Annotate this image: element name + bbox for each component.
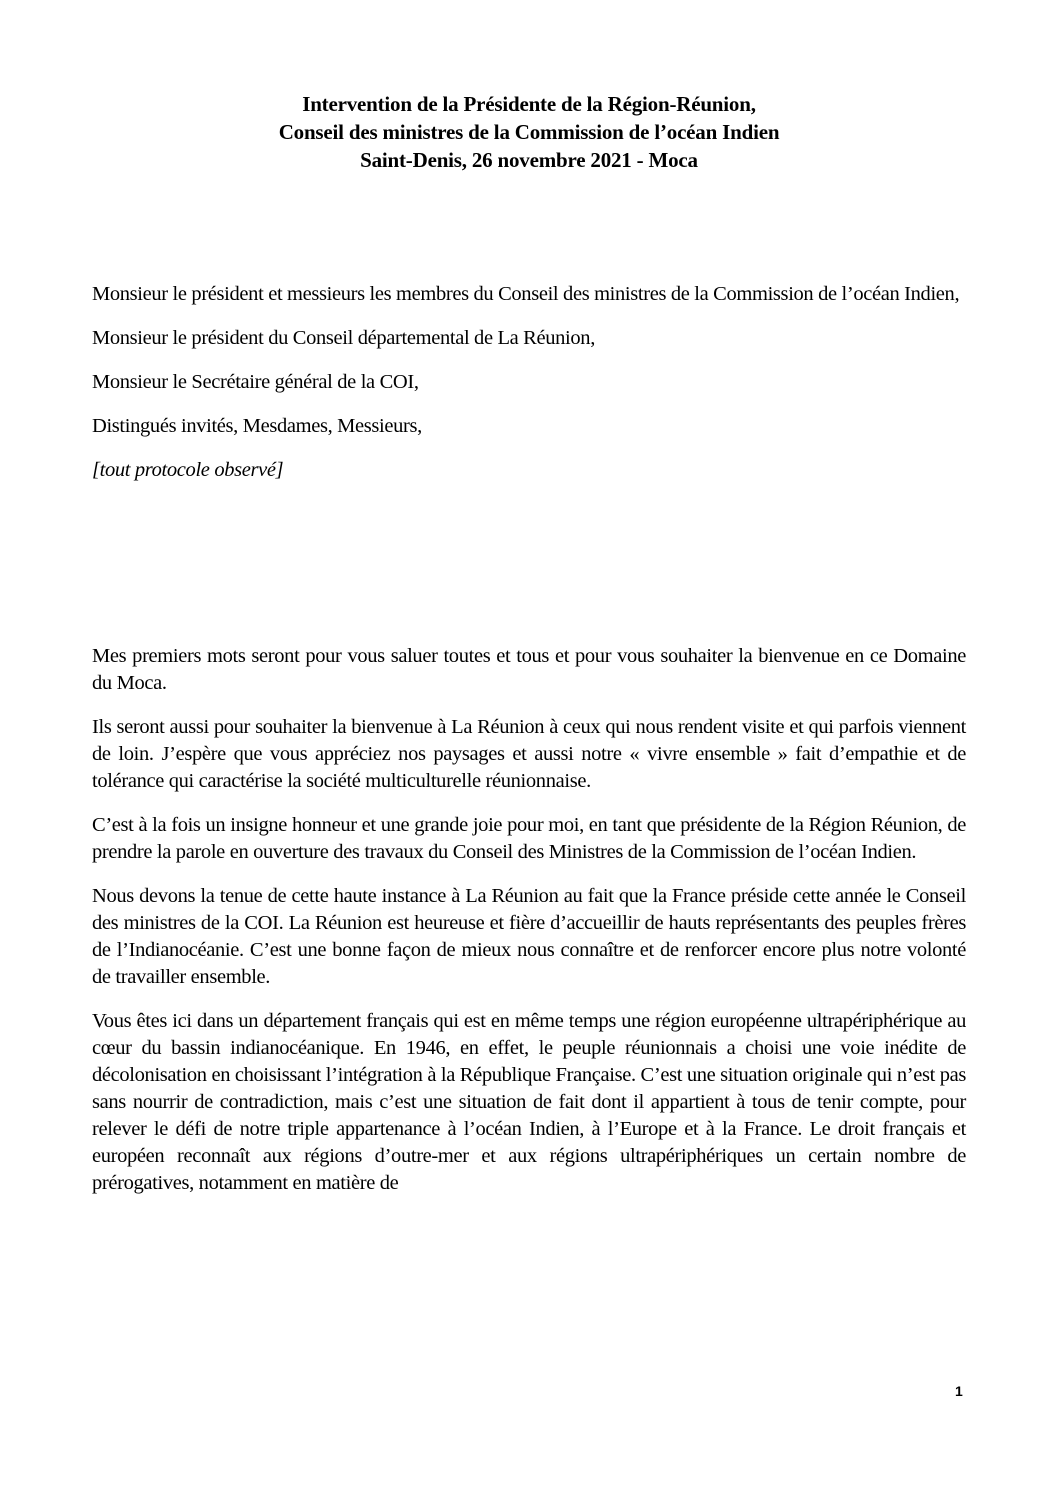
speech-body (92, 643, 966, 1214)
page-number: 1 (955, 1383, 963, 1399)
salutation: Monsieur le président du Conseil départemental de La Réunion, (92, 327, 595, 349)
title-line: Saint-Denis, 26 novembre 2021 - Moca (360, 148, 698, 172)
salutations-block (92, 281, 966, 501)
paragraph: Nous devons la tenue de cette haute instance à La Réunion au fait que la France préside cette année le Conseil des ministres de la COI. La Réunion est heureuse et fière d’accueillir de hauts représentants des peuples frères de l’Indianocéanie. C’est une bonne façon de mieux nous connaître et de renforcer encore plus notre volonté de travailler ensemble. (92, 885, 966, 988)
salutation: Monsieur le Secrétaire général de la COI, (92, 371, 419, 393)
paragraph: Vous êtes ici dans un département français qui est en même temps une région européenne ultrapériphérique au cœur du bassin indianocéanique. En 1946, en effet, le peuple réunionnais a choisi une voie inédite de décolonisation en choisissant l’intégration à la République Française. C’est une situation originale qui n’est pas sans nourrir de contradiction, mais c’est une situation de fait dont il appartient à tous de tenir compte, pour relever le défi de notre triple appartenance à l’océan Indien, à l’Europe et à la France. Le droit français et européen reconnaît aux régions d’outre-mer et aux régions ultrapériphériques un certain nombre de prérogatives, notamment en matière de (92, 1010, 966, 1194)
title-line: Intervention de la Présidente de la Région-Réunion, (302, 92, 756, 116)
title-line: Conseil des ministres de la Commission de l’océan Indien (278, 120, 780, 144)
paragraph: C’est à la fois un insigne honneur et une grande joie pour moi, en tant que présidente de la Région Réunion, de prendre la parole en ouverture des travaux du Conseil des Ministres de la Commission de l’océan Indien. (92, 814, 966, 863)
paragraph: Mes premiers mots seront pour vous saluer toutes et tous et pour vous souhaiter la bienvenue en ce Domaine du Moca. (92, 645, 966, 694)
protocol-note: [tout protocole observé] (92, 459, 284, 481)
document-title (0, 90, 1058, 174)
salutation: Monsieur le président et messieurs les membres du Conseil des ministres de la Commission de l’océan Indien, (92, 283, 960, 305)
paragraph: Ils seront aussi pour souhaiter la bienvenue à La Réunion à ceux qui nous rendent visite et qui parfois viennent de loin. J’espère que vous appréciez nos paysages et aussi notre « vivre ensemble » fait d’empathie et de tolérance qui caractérise la société multiculturelle réunionnaise. (92, 716, 966, 792)
salutation: Distingués invités, Mesdames, Messieurs, (92, 415, 422, 437)
